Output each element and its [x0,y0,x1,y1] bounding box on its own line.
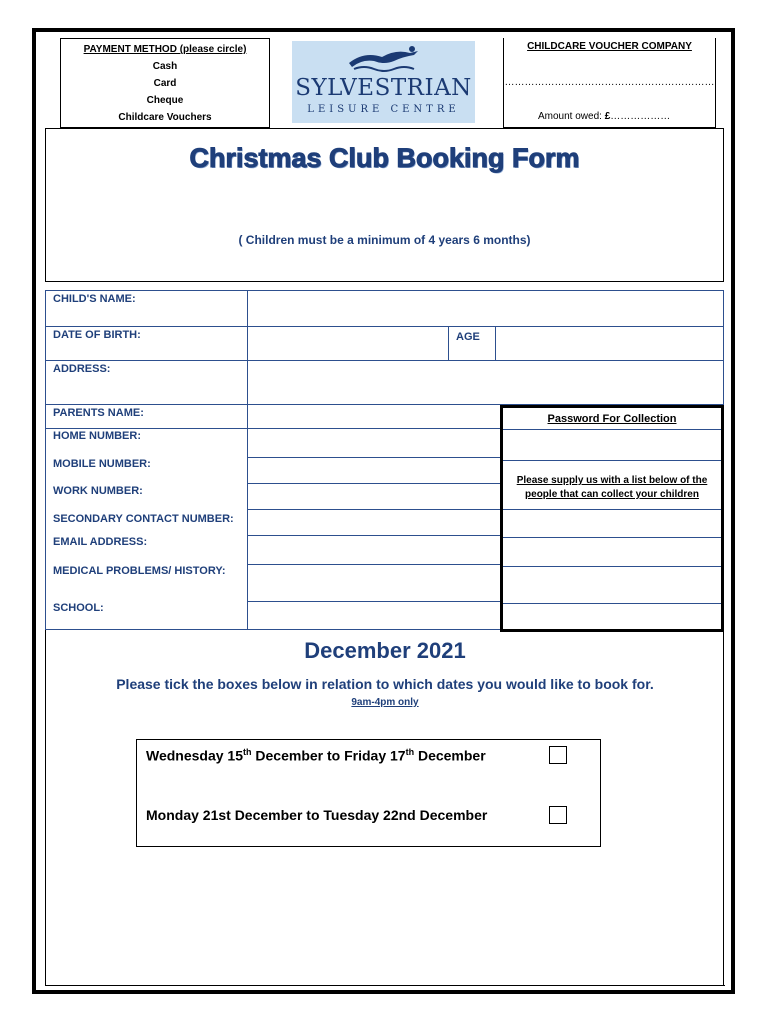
child-name-label-cell [45,290,248,327]
school-label: SCHOOL: [53,602,104,614]
date-option-1-part-a: Wednesday 15 [146,747,244,764]
payment-option-cheque[interactable]: Cheque [146,95,184,106]
date-option-1-checkbox[interactable] [549,746,567,764]
collector-field-1[interactable] [503,510,721,537]
secondary-contact-field[interactable] [247,509,502,536]
medical-field[interactable] [247,564,502,602]
payment-method-box [60,38,270,128]
collection-note-line2: people that can collect your children [525,489,699,500]
payment-option-card[interactable]: Card [153,78,177,89]
age-field[interactable] [495,326,724,361]
payment-option-vouchers[interactable]: Childcare Vouchers [118,112,212,123]
booking-instruction: Please tick the boxes below in relation to which dates you would like to book for. [116,676,654,692]
amount-owed[interactable] [538,111,670,122]
collector-field-3[interactable] [503,567,721,603]
date-option-2-checkbox[interactable] [549,806,567,824]
voucher-title: CHILDCARE VOUCHER COMPANY [527,41,692,52]
child-name-field[interactable] [247,290,724,327]
dates-box [136,739,601,847]
address-field[interactable] [247,360,724,405]
mobile-number-field[interactable] [247,457,502,484]
collection-list-note [503,474,721,502]
mobile-number-label: MOBILE NUMBER: [53,458,151,470]
child-name-label: CHILD'S NAME: [53,293,136,305]
payment-method-title: PAYMENT METHOD (please circle) [83,44,247,55]
work-number-field[interactable] [247,483,502,510]
email-label: EMAIL ADDRESS: [53,536,148,548]
age-label-cell [448,326,496,361]
date-option-1-sup2: th [405,747,415,757]
contact-labels-cell [45,404,248,630]
parents-name-field[interactable] [247,404,502,429]
amount-owed-label: Amount owed: [538,111,605,122]
currency-symbol: £ [604,111,611,122]
dob-label: DATE OF BIRTH: [53,329,141,341]
collection-note-line1: Please supply us with a list below of the [516,475,708,486]
parents-name-label: PARENTS NAME: [53,407,144,419]
date-option-2-label: Monday 21st December to Tuesday 22nd December [146,807,488,823]
voucher-company-field[interactable]: ……………………………………………………… [504,77,715,88]
sylvestrian-logo [292,41,475,123]
title-box [45,128,724,282]
booking-month: December 2021 [304,638,466,663]
home-number-label: HOME NUMBER: [53,430,141,442]
swimmer-icon [344,45,424,75]
password-field[interactable] [503,430,721,460]
date-option-1-sup1: th [243,747,252,757]
divider [503,460,721,461]
divider [45,428,248,429]
date-option-1-part-b: December to Friday 17 [251,747,406,764]
dob-field[interactable] [247,326,449,361]
school-field[interactable] [247,601,502,630]
address-label-cell [45,360,248,405]
secondary-contact-label: SECONDARY CONTACT NUMBER: [53,513,234,525]
collector-field-4[interactable] [503,604,721,629]
work-number-label: WORK NUMBER: [53,485,143,497]
dob-label-cell [45,326,248,361]
booking-hours: 9am-4pm only [351,697,419,708]
collector-field-2[interactable] [503,538,721,566]
password-title: Password For Collection [547,413,677,425]
email-field[interactable] [247,535,502,565]
childcare-voucher-box [503,38,716,128]
age-requirement-note: ( Children must be a minimum of 4 years 6 months) [238,233,531,247]
logo-name: SYLVESTRIAN [295,75,472,101]
date-option-1-label [146,747,486,764]
home-number-field[interactable] [247,428,502,458]
amount-owed-field[interactable]: ……………… [610,111,671,122]
date-option-1-part-c: December [414,747,486,764]
logo-subtitle: LEISURE CENTRE [307,104,460,115]
address-label: ADDRESS: [53,363,111,375]
password-collection-box [500,405,724,632]
payment-option-cash[interactable]: Cash [152,61,178,72]
divider [45,985,725,986]
age-label: AGE [456,331,480,343]
page-title: Christmas Club Booking Form [189,143,580,173]
medical-label: MEDICAL PROBLEMS/ HISTORY: [53,565,226,577]
